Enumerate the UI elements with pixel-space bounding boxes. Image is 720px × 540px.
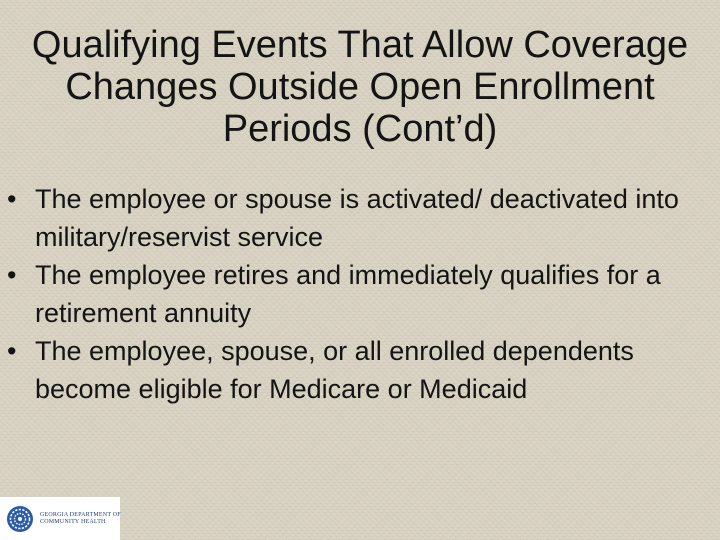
bullet-item <box>0 180 720 256</box>
bullet-marker: • <box>7 184 17 214</box>
bullet-text: The employee or spouse is activated/ deactivated into military/reservist service <box>35 184 679 252</box>
bullet-marker: • <box>7 336 17 366</box>
organization-logo <box>0 497 120 540</box>
logo-text <box>40 512 121 526</box>
bullet-text: The employee retires and immediately qualifies for a retirement annuity <box>35 260 661 328</box>
bullet-marker: • <box>7 260 17 290</box>
bullet-item <box>0 256 720 332</box>
slide-title: Qualifying Events That Allow Coverage Changes Outside Open Enrollment Periods (Cont’d) <box>31 24 689 150</box>
logo-text-line1: GEORGIA DEPARTMENT OF <box>40 511 121 518</box>
globe-logo-icon <box>6 505 34 533</box>
bullet-list <box>0 180 720 408</box>
logo-text-line2: COMMUNITY HEALTH <box>40 518 106 525</box>
bullet-item <box>0 332 720 408</box>
bullet-text: The employee, spouse, or all enrolled dependents become eligible for Medicare or Medicaid <box>35 336 634 404</box>
